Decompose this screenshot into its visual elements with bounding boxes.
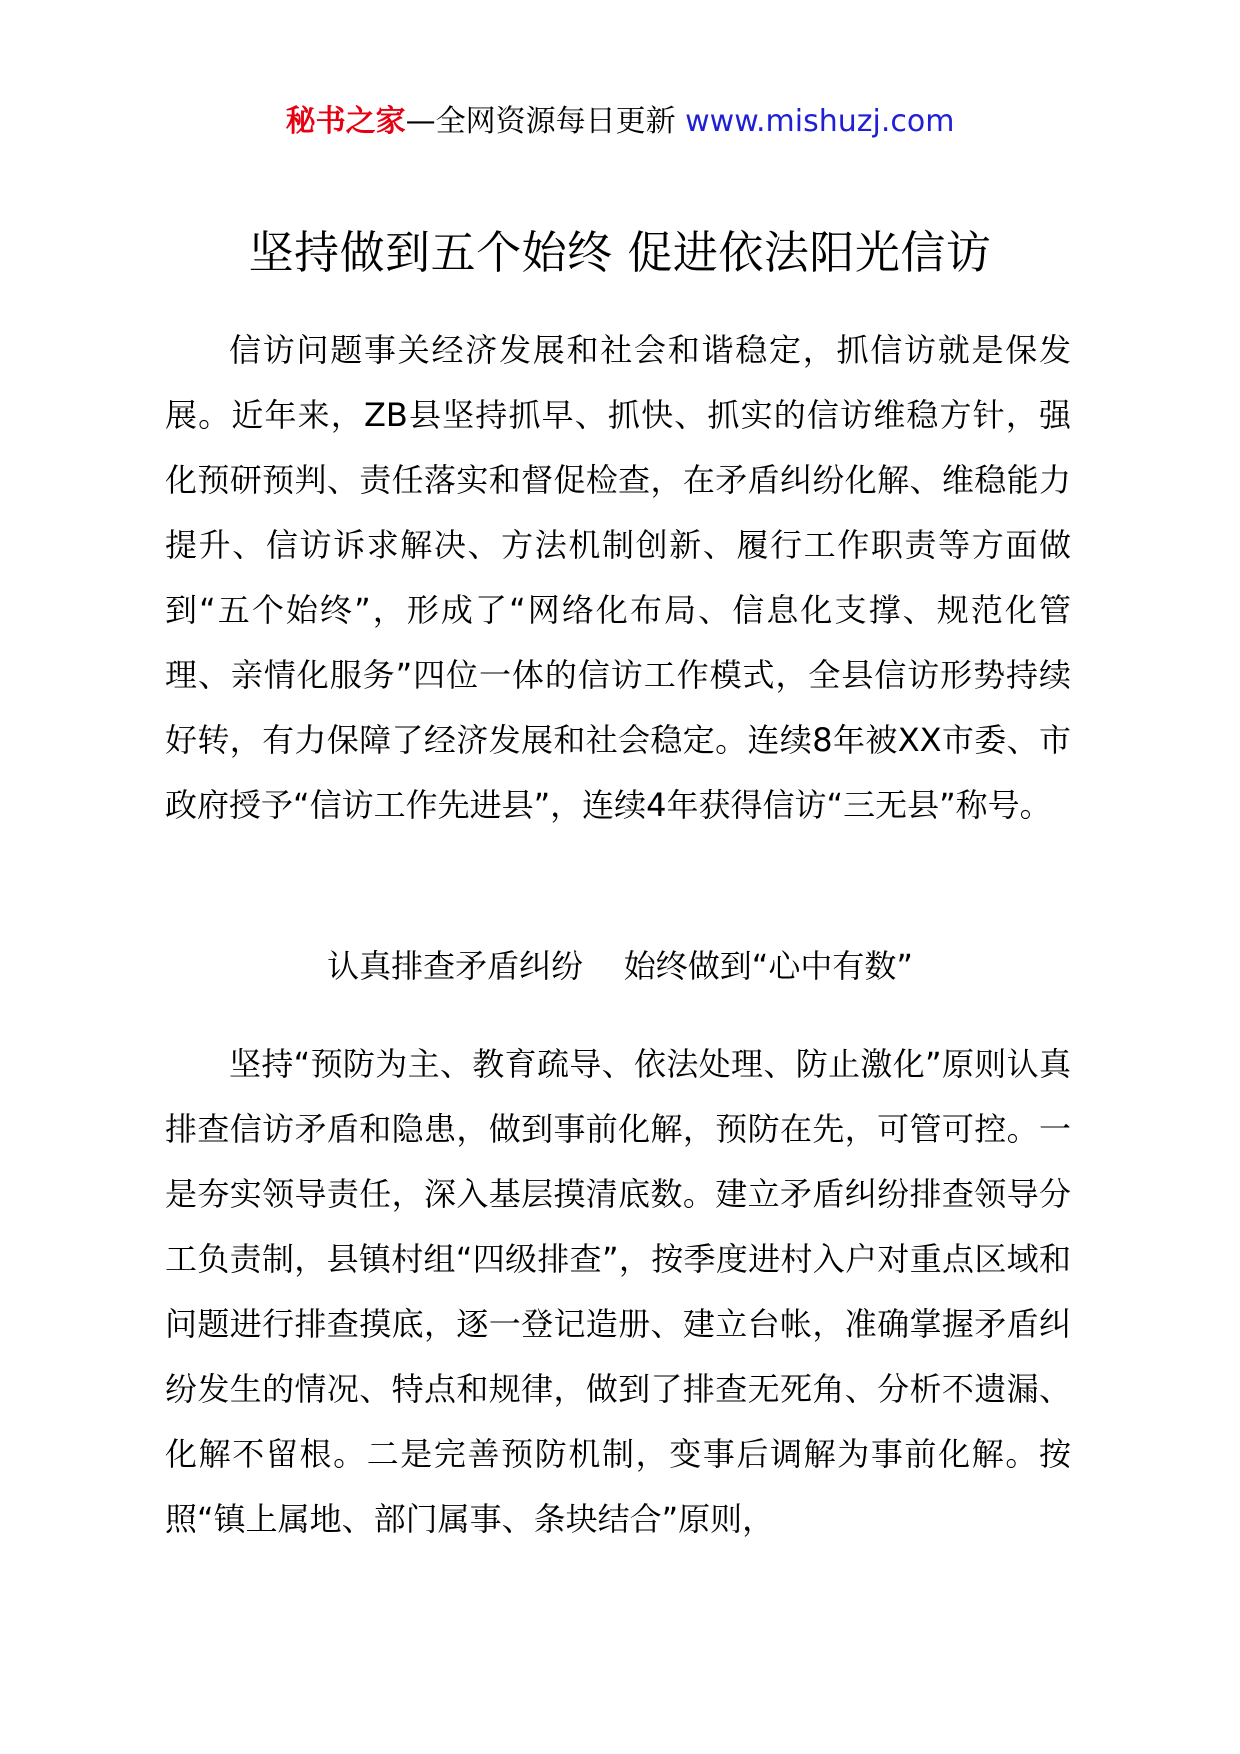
body-paragraph: 坚持“预防为主、教育疏导、依法处理、防止激化”原则认真排查信访矛盾和隐患，做到事前化解，预防在先，可管可控。一是夯实领导责任，深入基层摸清底数。建立矛盾纠纷排查领导分工负责制，县镇村组“四级排查”，按季度进村入户对重点区域和问题进行排查摸底，逐一登记造册、建立台帐，准确掌握矛盾纠纷发生的情况、特点和规律，做到了排查无死角、分析不遗漏、化解不留根。二是完善预防机制，变事后调解为事前化解。按照“镇上属地、部门属事、条块结合”原则， — [165, 1045, 1071, 1538]
site-url-link[interactable]: www.mishuzj.com — [685, 104, 955, 139]
document-title: 坚持做到五个始终 促进依法阳光信访 — [248, 226, 992, 279]
brand-name: 秘书之家 — [285, 104, 406, 139]
section-heading: 认真排查矛盾纠纷 始终做到“心中有数” — [327, 947, 913, 985]
header-tagline: —全网资源每日更新 — [405, 104, 676, 139]
intro-paragraph: 信访问题事关经济发展和社会和谐稳定，抓信访就是保发展。近年来，ZB县坚持抓早、抓快、抓实的信访维稳方针，强化预研预判、责任落实和督促检查，在矛盾纠纷化解、维稳能力提升、信访诉求解决、方法机制创新、履行工作职责等方面做到“五个始终”，形成了“网络化布局、信息化支撑、规范化管理、亲情化服务”四位一体的信访工作模式，全县信访形势持续好转，有力保障了经济发展和社会稳定。连续8年被XX市委、市政府授予“信访工作先进县”，连续4年获得信访“三无县”称号。 — [165, 331, 1071, 824]
site-header — [0, 100, 1240, 144]
